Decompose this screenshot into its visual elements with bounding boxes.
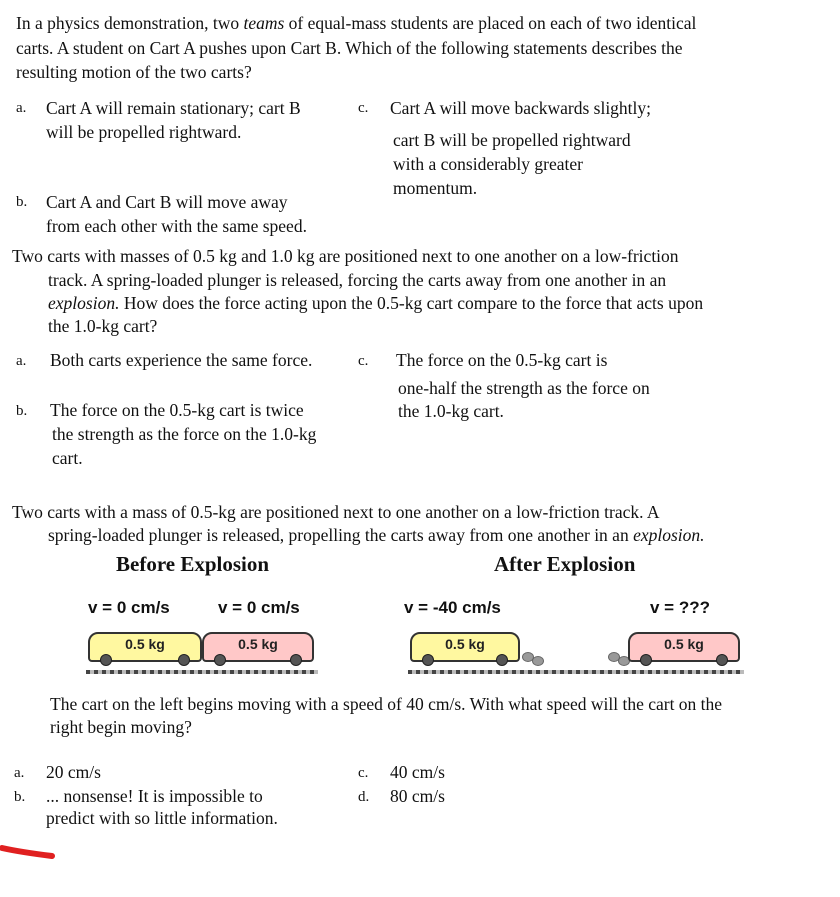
q1-option-a-line1: Cart A will remain stationary; cart B	[46, 98, 301, 118]
wheel-icon	[290, 654, 302, 666]
cart-mass-label: 0.5 kg	[238, 636, 278, 652]
q2-option-b-line2: the strength as the force on the 1.0-kg	[52, 424, 317, 444]
after-velocity-right: v = ???	[650, 598, 710, 617]
before-heading: Before Explosion	[116, 552, 270, 576]
q2-option-b-label: b.	[16, 403, 28, 419]
after-velocity-left: v = -40 cm/s	[404, 598, 501, 617]
q1-option-a-line2: will be propelled rightward.	[46, 122, 242, 142]
q1-stem-line2: carts. A student on Cart A pushes upon Cart B. Which of the following statements describes the	[16, 38, 683, 58]
q3-option-a-label: a.	[14, 765, 25, 781]
wheel-icon	[214, 654, 226, 666]
q3-option-d-label: d.	[358, 789, 370, 805]
q3-stem-line2: spring-loaded plunger is released, propelling the carts away from one another in an	[48, 525, 629, 545]
q2-stem-explosion: explosion.	[48, 293, 120, 313]
after-cart-left	[410, 632, 520, 662]
q3-option-b-line1: ... nonsense! It is impossible to	[46, 786, 263, 806]
q1-stem-teams: teams	[243, 13, 285, 33]
q2-option-a-text: Both carts experience the same force.	[50, 350, 313, 370]
q1-option-b-line2: from each other with the same speed.	[46, 216, 307, 236]
q2-option-c-line1: The force on the 0.5-kg cart is	[396, 350, 608, 370]
q1-option-c-line2: cart B will be propelled rightward	[393, 130, 631, 150]
q1-option-c-line4: momentum.	[393, 178, 478, 198]
before-track	[86, 670, 318, 674]
q1-option-b-label: b.	[16, 194, 28, 210]
q2-option-b-line3: cart.	[52, 448, 83, 468]
smoke-puff-icon	[532, 656, 544, 666]
q3-stem-line1: Two carts with a mass of 0.5-kg are positioned next to one another on a low-friction track. A	[12, 502, 660, 522]
q3-option-c-text: 40 cm/s	[390, 762, 445, 782]
q1-option-c-line1: Cart A will move backwards slightly;	[390, 98, 652, 118]
wheel-icon	[716, 654, 728, 666]
before-cart-right	[202, 632, 314, 662]
cart-mass-label: 0.5 kg	[125, 636, 165, 652]
q3-stem-explosion: explosion.	[633, 525, 705, 545]
q1-option-c-label: c.	[358, 100, 369, 116]
cart-mass-label: 0.5 kg	[445, 636, 485, 652]
cart-mass-label: 0.5 kg	[664, 636, 704, 652]
q1-stem-line1b: of equal-mass students are placed on each of two identical	[288, 13, 697, 33]
q2-stem-line1: Two carts with masses of 0.5 kg and 1.0 kg are positioned next to one another on a low-friction	[12, 246, 679, 266]
wheel-icon	[100, 654, 112, 666]
wheel-icon	[640, 654, 652, 666]
wheel-icon	[178, 654, 190, 666]
after-heading: After Explosion	[494, 552, 636, 576]
q3-option-a-text: 20 cm/s	[46, 762, 101, 782]
wheel-icon	[496, 654, 508, 666]
q3-question-line1: The cart on the left begins moving with a speed of 40 cm/s. With what speed will the cart on the	[50, 694, 723, 714]
after-track	[408, 670, 744, 674]
q2-option-b-line1: The force on the 0.5-kg cart is twice	[50, 400, 304, 420]
q3-option-c-label: c.	[358, 765, 369, 781]
q1-option-c-line3: with a considerably greater	[393, 154, 583, 174]
q2-option-c-label: c.	[358, 353, 369, 369]
q2-stem-line3b: How does the force acting upon the 0.5-kg cart compare to the force that acts upon	[123, 293, 704, 313]
q1-stem-line1a: In a physics demonstration, two	[16, 13, 240, 33]
before-velocity-right: v = 0 cm/s	[218, 598, 300, 617]
q2-option-a-label: a.	[16, 353, 27, 369]
q2-stem-line2: track. A spring-loaded plunger is released, forcing the carts away from one another in an	[48, 270, 667, 290]
after-cart-right	[628, 632, 740, 662]
before-cart-left	[88, 632, 202, 662]
q3-option-d-text: 80 cm/s	[390, 786, 445, 806]
before-velocity-left: v = 0 cm/s	[88, 598, 170, 617]
wheel-icon	[422, 654, 434, 666]
q1-stem-line3: resulting motion of the two carts?	[16, 62, 252, 82]
q2-option-c-line3: the 1.0-kg cart.	[398, 401, 504, 421]
q1-option-b-line1: Cart A and Cart B will move away	[46, 192, 288, 212]
q2-stem-line4: the 1.0-kg cart?	[48, 316, 158, 336]
q1-option-a-label: a.	[16, 100, 27, 116]
q3-option-b-label: b.	[14, 789, 26, 805]
q3-question-line2: right begin moving?	[50, 717, 192, 737]
q3-option-b-line2: predict with so little information.	[46, 808, 278, 828]
q2-option-c-line2: one-half the strength as the force on	[398, 378, 650, 398]
red-marker-mark	[0, 838, 70, 868]
